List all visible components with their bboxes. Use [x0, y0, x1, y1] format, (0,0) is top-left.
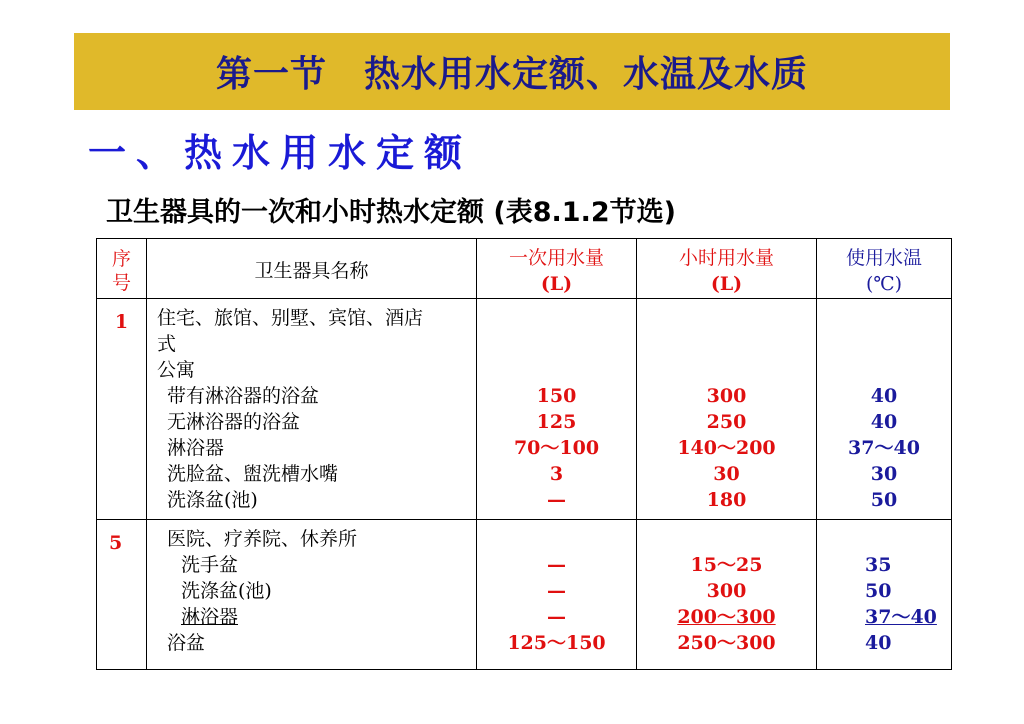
table-row	[97, 520, 952, 670]
title-banner	[74, 33, 950, 110]
fixture-name-text: 淋浴器	[181, 606, 239, 628]
temp-values	[817, 520, 952, 670]
once-value: —	[547, 489, 566, 511]
fixture-name: 无淋浴器的浴盆	[167, 411, 301, 433]
category-name: 住宅、旅馆、别墅、宾馆、酒店	[157, 307, 424, 329]
header-name-label: 卫生器具名称	[254, 259, 369, 282]
temp-value: 40	[865, 632, 892, 654]
temp-value: 30	[870, 463, 898, 485]
header-temp-unit: (℃)	[865, 272, 903, 295]
hour-value: 15～25	[690, 554, 763, 576]
once-value: —	[547, 580, 566, 602]
fixture-name: 洗手盆	[181, 554, 239, 576]
temp-values	[817, 299, 952, 520]
table-row	[97, 299, 952, 520]
temp-value: 40	[870, 411, 898, 433]
table-caption: 卫生器具的一次和小时热水定额 (表8.1.2节选)	[106, 197, 676, 228]
once-value: —	[547, 606, 566, 628]
header-once-unit: (L)	[540, 272, 573, 295]
category-name: 医院、疗养院、休养所	[167, 528, 358, 550]
once-value: 70～100	[513, 437, 600, 459]
slide-title: 第一节 热水用水定额、水温及水质	[215, 54, 808, 95]
hot-water-quota-table	[96, 238, 952, 670]
once-value: —	[547, 554, 566, 576]
fixture-name	[157, 604, 476, 630]
row-names	[147, 520, 477, 670]
header-hour	[637, 239, 817, 299]
fixture-name: 淋浴器	[167, 437, 225, 459]
fixture-name: 浴盆	[167, 632, 206, 654]
temp-value: 35	[865, 554, 892, 576]
header-temp-label: 使用水温	[845, 246, 922, 269]
fixture-name: 洗脸盆、盥洗槽水嘴	[167, 463, 339, 485]
hour-value: 180	[706, 489, 747, 511]
header-once	[477, 239, 637, 299]
header-no-label: 序号	[111, 247, 131, 294]
temp-value: 40	[870, 385, 898, 407]
once-value: 150	[536, 385, 577, 407]
hour-value: 140～200	[677, 437, 776, 459]
temp-value: 50	[865, 580, 892, 602]
fixture-name: 洗涤盆(池)	[167, 489, 258, 511]
fixture-name: 洗涤盆(池)	[181, 580, 272, 602]
hour-value: 300	[706, 580, 747, 602]
hour-value: 300	[706, 385, 747, 407]
hour-value	[637, 604, 816, 630]
category-subname: 公寓	[157, 359, 196, 381]
once-values	[477, 299, 637, 520]
hour-value: 250	[706, 411, 747, 433]
temp-value: 37～40	[848, 437, 920, 459]
section-heading: 一、热水用水定额	[88, 131, 473, 175]
temp-value: 50	[870, 489, 898, 511]
fixture-name: 带有淋浴器的浴盆	[167, 385, 320, 407]
temp-value-text: 37～40	[865, 606, 937, 628]
hour-values	[637, 520, 817, 670]
hour-values	[637, 299, 817, 520]
header-hour-unit: (L)	[710, 272, 743, 295]
row-number: 5	[97, 520, 147, 670]
once-value: 3	[549, 463, 564, 485]
category-name-cont: 式	[157, 333, 177, 355]
row-names	[147, 299, 477, 520]
header-hour-label: 小时用水量	[678, 246, 774, 269]
header-no	[97, 239, 147, 299]
once-value: 125	[536, 411, 577, 433]
hour-value: 30	[713, 463, 740, 485]
hour-value-text: 200～300	[677, 606, 776, 628]
header-once-label: 一次用水量	[508, 246, 604, 269]
hour-value: 250～300	[677, 632, 776, 654]
once-values	[477, 520, 637, 670]
temp-value	[865, 604, 951, 630]
header-temp	[817, 239, 952, 299]
header-name	[147, 239, 477, 299]
row-number: 1	[97, 299, 147, 520]
table-header-row	[97, 239, 952, 299]
once-value: 125～150	[507, 632, 606, 654]
